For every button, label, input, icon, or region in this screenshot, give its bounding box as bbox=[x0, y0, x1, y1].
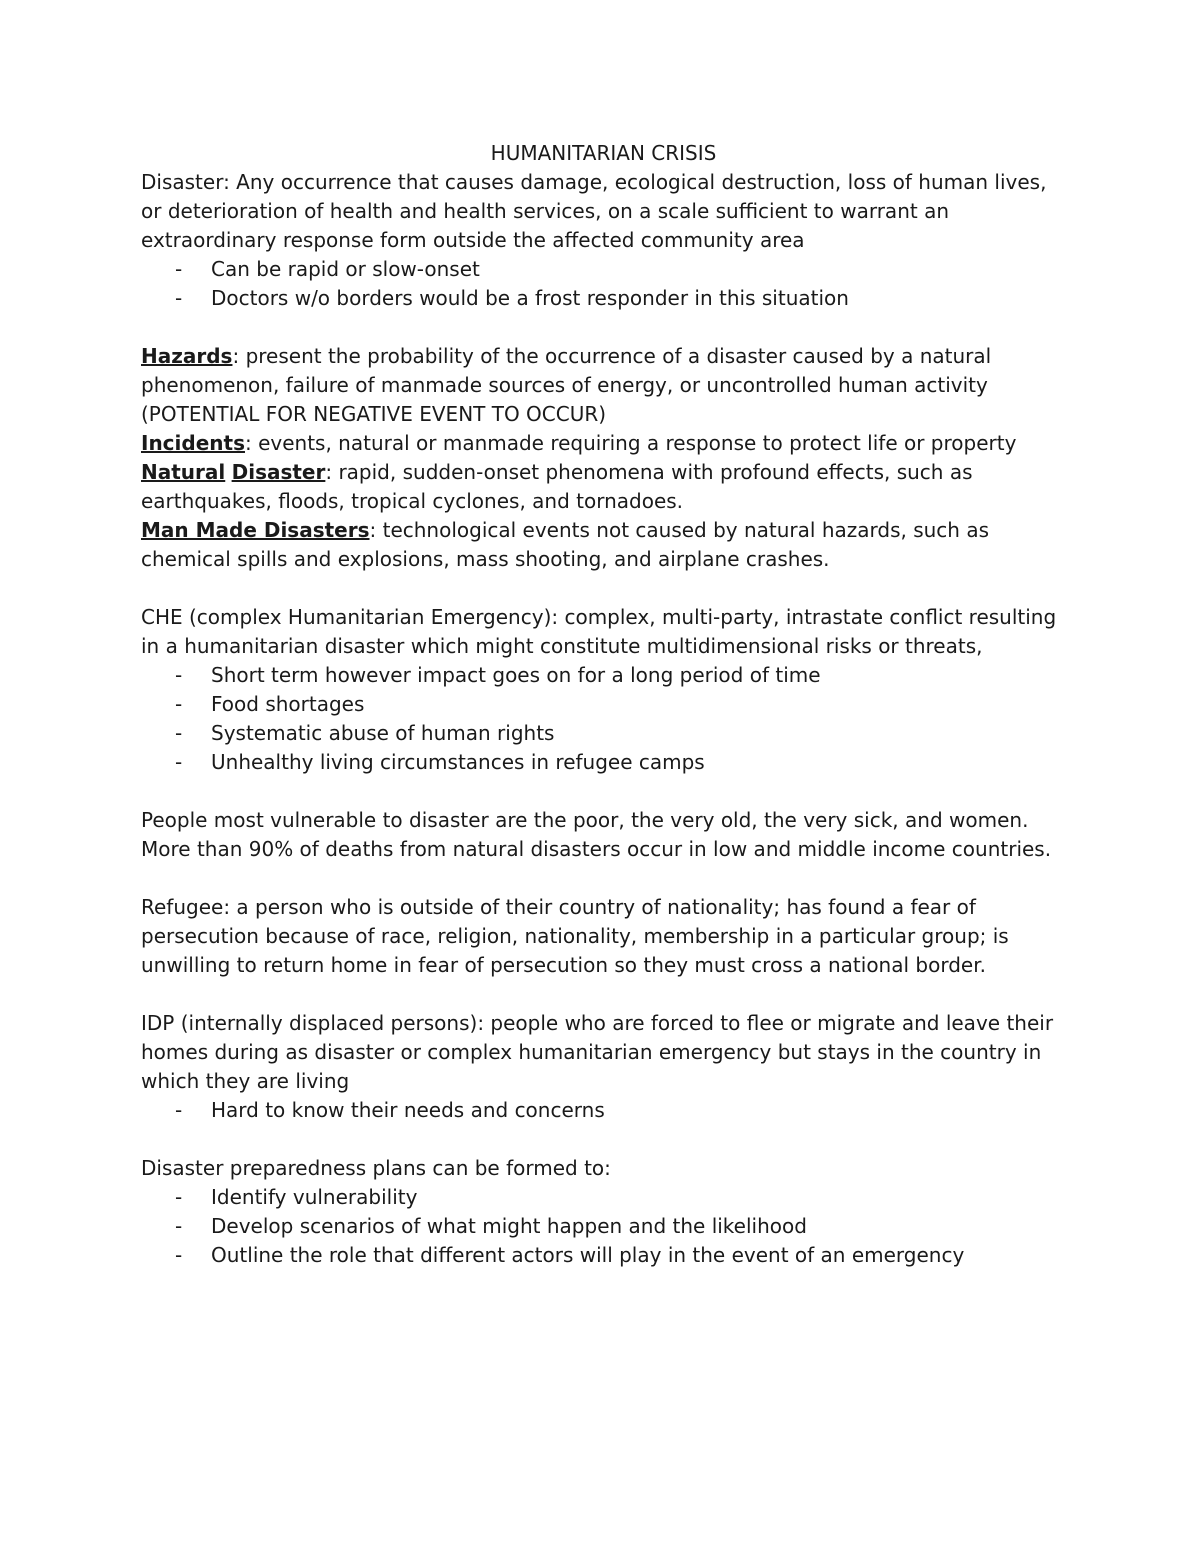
list-item: - Doctors w/o borders would be a frost responder in this situation bbox=[141, 284, 1066, 313]
list-item: - Food shortages bbox=[141, 690, 1066, 719]
che-bullets bbox=[141, 661, 1066, 777]
list-item: - Can be rapid or slow-onset bbox=[141, 255, 1066, 284]
spacer bbox=[141, 574, 1066, 603]
idp-bullets bbox=[141, 1096, 1066, 1125]
disaster-term: Disaster bbox=[231, 460, 326, 484]
preparedness-bullets bbox=[141, 1183, 1066, 1270]
list-item: - Develop scenarios of what might happen and the likelihood bbox=[141, 1212, 1066, 1241]
preparedness-intro: Disaster preparedness plans can be formed to: bbox=[141, 1156, 611, 1180]
incidents-definition bbox=[141, 429, 1066, 458]
incidents-text: : events, natural or manmade requiring a response to protect life or property bbox=[244, 431, 1017, 455]
hazards-definition bbox=[141, 342, 1066, 429]
natural-disaster-text: : rapid, sudden-onset phenomena with profound effects, such as earthquakes, floods, tropical cyclones, and tornadoes. bbox=[141, 460, 973, 513]
spacer bbox=[141, 1125, 1066, 1154]
list-item: - Systematic abuse of human rights bbox=[141, 719, 1066, 748]
natural-disaster-definition bbox=[141, 458, 1066, 516]
man-made-definition bbox=[141, 516, 1066, 574]
natural-term: Natural bbox=[141, 460, 226, 484]
document-body bbox=[141, 139, 1066, 1270]
refugee-definition: Refugee: a person who is outside of their country of nationality; has found a fear of persecution because of race, religion, nationality, membership in a particular group; is unwilling to return home in fear of persecution so they must cross a national border. bbox=[141, 895, 1009, 977]
list-item: - Identify vulnerability bbox=[141, 1183, 1066, 1212]
list-item: - Short term however impact goes on for a long period of time bbox=[141, 661, 1066, 690]
list-item: - Hard to know their needs and concerns bbox=[141, 1096, 1066, 1125]
disaster-definition: Disaster: Any occurrence that causes damage, ecological destruction, loss of human lives, or deterioration of health and health services, on a scale sufficient to warrant an extraordinary response form outside the affected community area bbox=[141, 170, 1047, 252]
man-made-text: : technological events not caused by natural hazards, such as chemical spills and explosions, mass shooting, and airplane crashes. bbox=[141, 518, 990, 571]
spacer bbox=[141, 864, 1066, 893]
list-item: - Unhealthy living circumstances in refugee camps bbox=[141, 748, 1066, 777]
idp-definition: IDP (internally displaced persons): people who are forced to flee or migrate and leave their homes during as disaster or complex humanitarian emergency but stays in the country in which they are living bbox=[141, 1011, 1054, 1093]
man-made-term: Man Made Disasters bbox=[141, 518, 370, 542]
list-item: - Outline the role that different actors will play in the event of an emergency bbox=[141, 1241, 1066, 1270]
disaster-bullets bbox=[141, 255, 1066, 313]
spacer bbox=[141, 777, 1066, 806]
document-title: HUMANITARIAN CRISIS bbox=[490, 141, 717, 165]
hazards-term: Hazards bbox=[141, 344, 233, 368]
hazards-text: : present the probability of the occurrence of a disaster caused by a natural phenomenon, failure of manmade sources of energy, or uncontrolled human activity (POTENTIAL FOR NEGATIVE EVENT TO OCCUR) bbox=[141, 344, 992, 426]
incidents-term: Incidents bbox=[141, 431, 245, 455]
spacer bbox=[141, 313, 1066, 342]
vulnerable-paragraph: People most vulnerable to disaster are the poor, the very old, the very sick, and women. bbox=[141, 808, 1029, 832]
spacer bbox=[141, 980, 1066, 1009]
deaths-paragraph: More than 90% of deaths from natural disasters occur in low and middle income countries. bbox=[141, 837, 1052, 861]
che-definition: CHE (complex Humanitarian Emergency): complex, multi-party, intrastate conflict resulting in a humanitarian disaster which might constitute multidimensional risks or threats, bbox=[141, 605, 1057, 658]
